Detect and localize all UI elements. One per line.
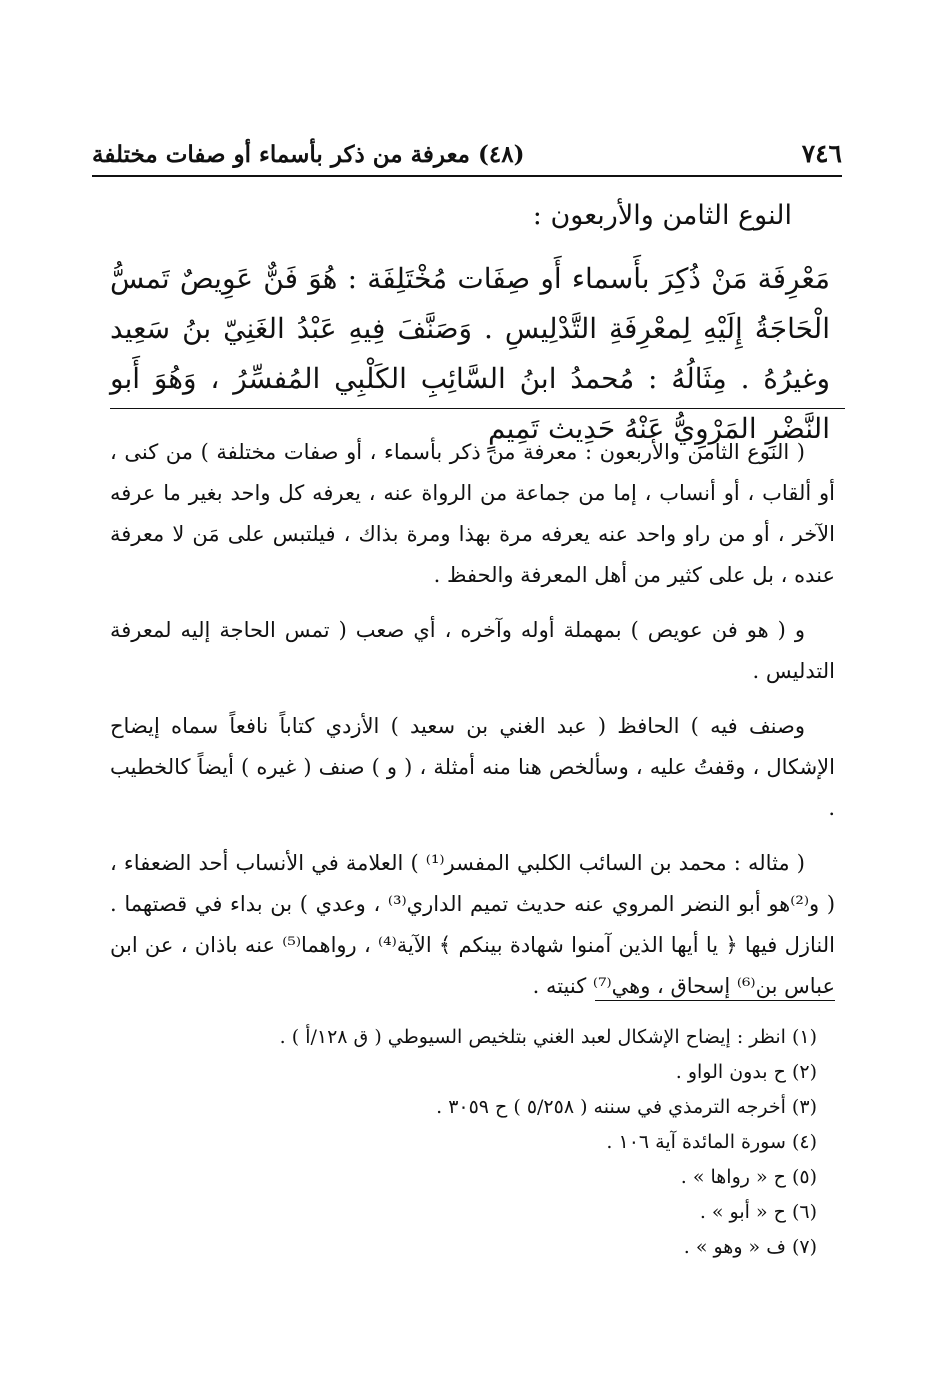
- commentary-paragraph: ( مثاله : محمد بن السائب الكلبي المفسر⁽¹⁾ ) العلامة في الأنساب أحد الضعفاء ، ( و⁽²⁾هو أبو النضر المروي عنه حديث تميم الداري⁽³⁾ ، وعدي ) بن بداء في قصتهما . النازل فيها ﴿ يا أيها الذين آمنوا شهادة بينكم ﴾ الآية⁽⁴⁾ ، رواهما⁽⁵⁾ عنه باذان ، عن ابن عباس بن⁽⁶⁾ إسحاق ، وهي⁽⁷⁾ كنيته .: [110, 851, 836, 998]
- footnote: (٤) سورة المائدة آية ١٠٦ .: [606, 1131, 817, 1153]
- footnote: (٥) ح « رواها » .: [680, 1166, 817, 1188]
- main-text: مَعْرِفَة مَنْ ذُكِرَ بأَسماء أَو صِفَات مُخْتَلِفَة : هُوَ فَنٌّ عَوِيصٌ تَمسُّ الْحَاجَةُ إِلَيْهِ لِمعْرِفَةِ التَّدْلِيسِ . وَصَنَّفَ فِيهِ عَبْدُ الغَنِيّ بنُ سَعِيد وغيرُهُ . مِثَالُهُ : مُحمدُ ابنُ السَّائِبِ الكَلْبِي المُفسِّرُ ، وَهُوَ أَبو النَّضْرِ المَرْوِيُّ عَنْهُ حَدِيث تَمِيمٍ: [110, 262, 830, 445]
- footnote: (١) انظر : إيضاح الإشكال لعبد الغني بتلخيص السيوطي ( ق ١٢٨/أ ) .: [279, 1026, 817, 1048]
- commentary-paragraph: و ( هو فن عويص ) بمهملة أوله وآخره ، أي صعب ( تمس الحاجة إليه لمعرفة التدليس .: [110, 618, 835, 683]
- footnote: (٢) ح بدون الواو .: [675, 1061, 817, 1083]
- footnotes: [117, 1020, 817, 1265]
- commentary: [110, 432, 835, 1021]
- page-number: ٧٤٦: [801, 139, 842, 168]
- main-text-divider: [110, 408, 845, 409]
- running-title: (٤٨) معرفة من ذكر بأسماء أو صفات مختلفة: [92, 141, 525, 168]
- commentary-paragraph: وصنف فيه ) الحافظ ( عبد الغني بن سعيد ) الأزدي كتاباً نافعاً سماه إيضاح الإشكال ، وقفتُ عليه ، وسألخص هنا منه أمثلة ، ( و ) صنف ( غيره ) أيضاً كالخطيب .: [110, 714, 835, 820]
- footnote: (٣) أخرجه الترمذي في سننه ( ٥/٢٥٨ ) ح ٣٠٥٩ .: [436, 1096, 817, 1118]
- footnote: (٧) ف « وهو » .: [683, 1236, 817, 1258]
- section-heading: النوع الثامن والأربعون :: [532, 200, 792, 231]
- footnote-divider: [595, 1000, 835, 1001]
- page-header: [92, 135, 842, 177]
- footnote: (٦) ح « أبو » .: [699, 1201, 817, 1223]
- commentary-paragraph: ( النوع الثامن والأربعون : معرفة من ذكر بأسماء ، أو صفات مختلفة ) من كنى ، أو ألقاب ، أو أنساب ، إما من جماعة من الرواة عنه ، يعرفه كل واحد بغير ما عرفه الآخر ، أو من راو واحد عنه يعرفه مرة بهذا ومرة بذاك ، فيلتبس على مَن لا معرفة عنده ، بل على كثير من أهل المعرفة والحفظ .: [110, 440, 835, 587]
